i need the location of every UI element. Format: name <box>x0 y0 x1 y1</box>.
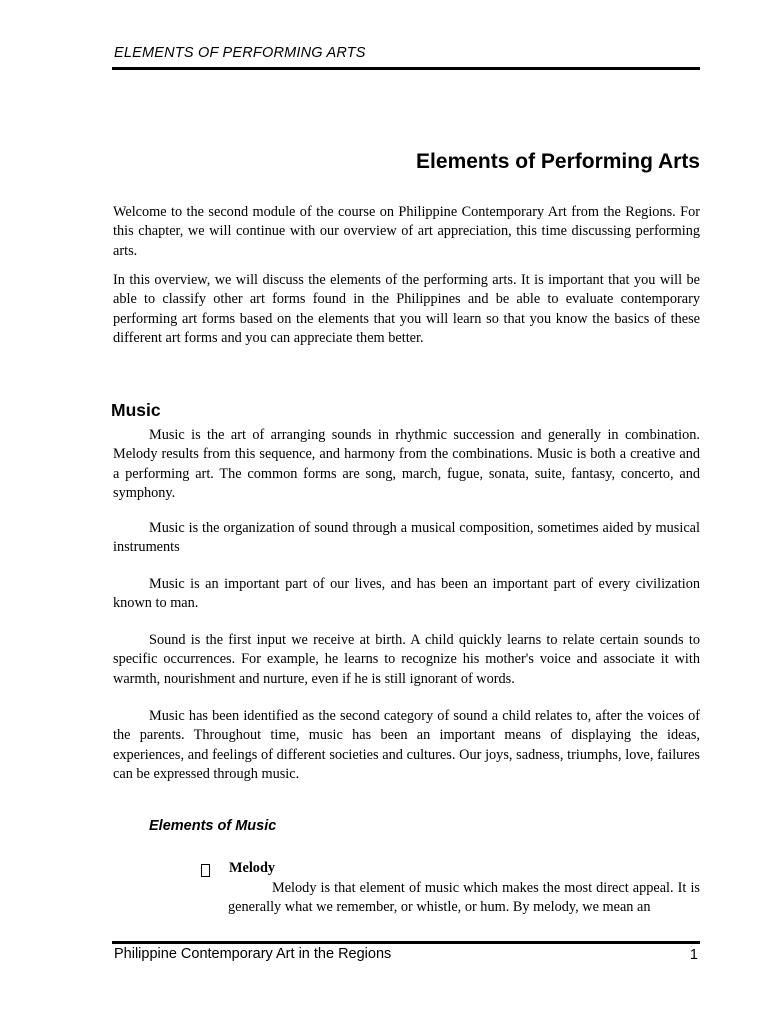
melody-text: Melody is that element of music which makes the most direct appeal. It is generally what we remember, or whistle, or hum. By melody, we mean an <box>228 880 700 916</box>
section-heading-music: Music <box>111 400 161 420</box>
music-paragraph-1: Music is the art of arranging sounds in rhythmic succession and generally in combination. Melody results from this sequence, and harmony from the combinations. Music is both a creative and a performing art. The common forms are song, march, fugue, sonata, suite, fantasy, concerto, and symphony. <box>113 427 700 502</box>
music-paragraph-3: Music is an important part of our lives, and has been an important part of every civilization known to man. <box>113 576 700 612</box>
header-rule <box>112 67 700 70</box>
bullet-icon <box>201 864 210 877</box>
page-title: Elements of Performing Arts <box>416 150 700 173</box>
music-paragraph-5: Music has been identified as the second category of sound a child relates to, after the voices of the parents. Throughout time, music has been an important means of displaying the ideas, experiences, and feelings of different societies and cultures. Our joys, sadness, triumphs, love, failures can be expressed through music. <box>113 708 700 783</box>
intro-paragraph-1: Welcome to the second module of the course on Philippine Contemporary Art from the Regions. For this chapter, we will continue with our overview of art appreciation, this time discussing performing arts. <box>113 204 700 259</box>
subheading-elements-of-music: Elements of Music <box>149 818 277 834</box>
music-paragraph-4: Sound is the first input we receive at birth. A child quickly learns to relate certain sounds to specific occurrences. For example, he learns to recognize his mother's voice and associate it with warmth, nourishment and nurture, even if he is still ignorant of words. <box>113 632 700 687</box>
running-header: ELEMENTS OF PERFORMING ARTS <box>114 45 366 61</box>
intro-paragraph-2: In this overview, we will discuss the elements of the performing arts. It is important that you will be able to classify other art forms found in the Philippines and be able to evaluate contemporary performing art forms based on the elements that you will learn so that you know the basics of these different art forms and you can appreciate them better. <box>113 272 700 347</box>
music-paragraph-2: Music is the organization of sound through a musical composition, sometimes aided by musical instruments <box>113 520 700 556</box>
footer-course-title: Philippine Contemporary Art in the Regions <box>114 946 392 962</box>
footer-rule <box>112 941 700 944</box>
page-number: 1 <box>689 947 698 963</box>
melody-title: Melody <box>229 860 276 876</box>
